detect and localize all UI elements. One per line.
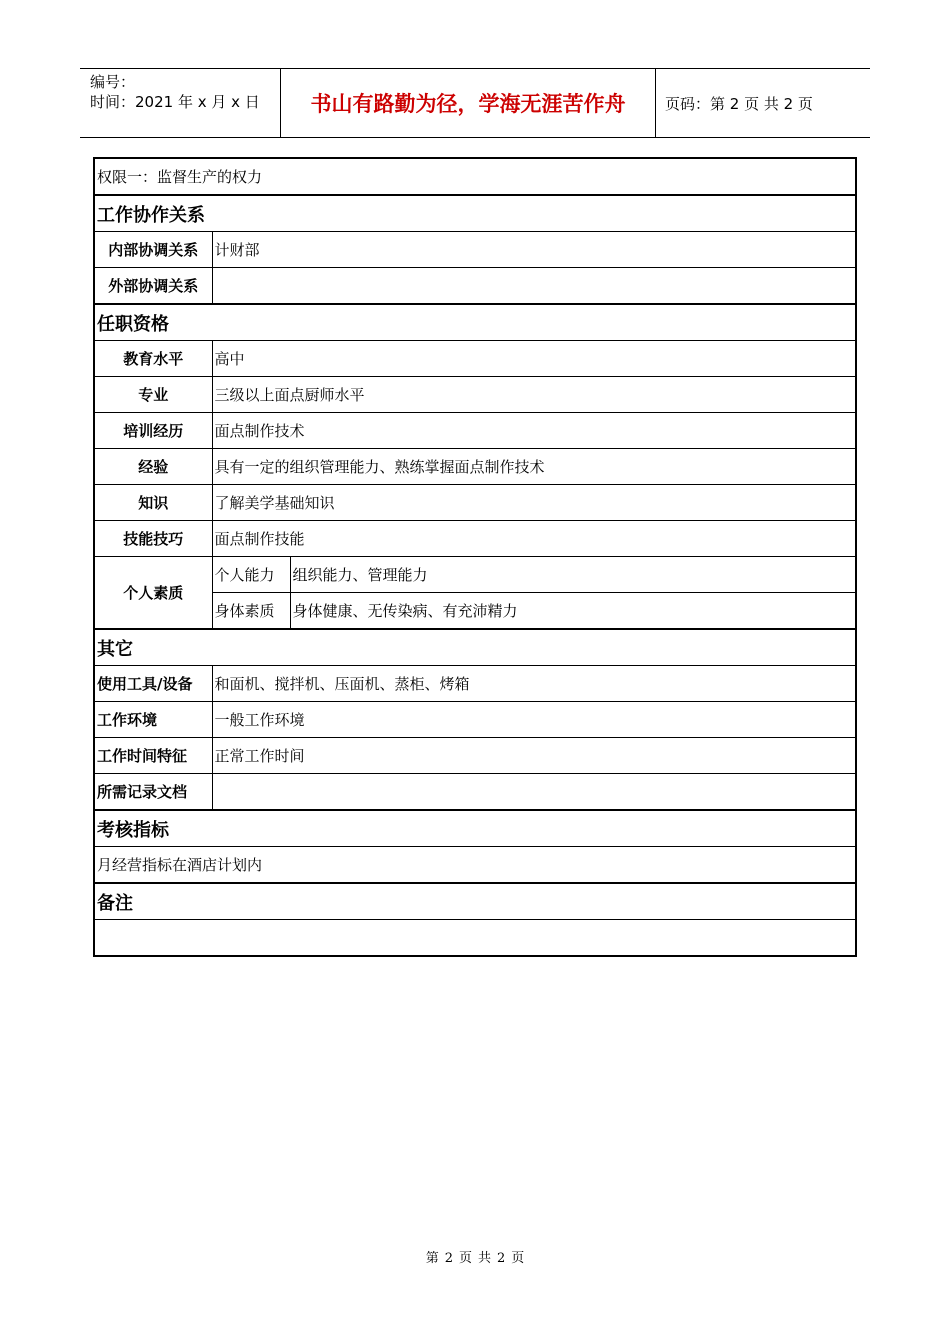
table-row xyxy=(94,268,856,305)
physical-quality-value: 身体健康、无传染病、有充沛精力 xyxy=(290,593,856,630)
skills-value: 面点制作技能 xyxy=(212,521,856,557)
page-footer xyxy=(0,1247,950,1266)
personal-ability-value: 组织能力、管理能力 xyxy=(290,557,856,593)
header-page-info: 页码：第 2 页 共 2 页 xyxy=(665,94,813,113)
knowledge-label: 知识 xyxy=(94,485,212,521)
physical-quality-label: 身体素质 xyxy=(212,593,290,630)
table-row xyxy=(94,377,856,413)
work-time-label: 工作时间特征 xyxy=(94,738,212,774)
experience-label: 经验 xyxy=(94,449,212,485)
external-coordination-label: 外部协调关系 xyxy=(94,268,212,305)
table-row xyxy=(94,341,856,377)
table-row xyxy=(94,557,856,593)
assessment-value: 月经营指标在酒店计划内 xyxy=(94,847,856,884)
skills-label: 技能技巧 xyxy=(94,521,212,557)
table-row xyxy=(94,920,856,957)
header-motto: 书山有路勤为径，学海无涯苦作舟 xyxy=(280,69,656,137)
tools-value: 和面机、搅拌机、压面机、蒸柜、烤箱 xyxy=(212,666,856,702)
internal-coordination-value: 计财部 xyxy=(212,232,856,268)
footer-ye: 页 xyxy=(458,1251,472,1266)
internal-coordination-label: 内部协调关系 xyxy=(94,232,212,268)
document-header xyxy=(80,68,870,138)
table-row xyxy=(94,232,856,268)
footer-ye-2: 页 xyxy=(511,1251,525,1266)
table-row xyxy=(94,774,856,811)
major-value: 三级以上面点厨师水平 xyxy=(212,377,856,413)
environment-label: 工作环境 xyxy=(94,702,212,738)
section-title-remarks: 备注 xyxy=(94,883,856,920)
records-value xyxy=(212,774,856,811)
header-meta xyxy=(80,69,280,137)
major-label: 专业 xyxy=(94,377,212,413)
section-row xyxy=(94,810,856,847)
knowledge-value: 了解美学基础知识 xyxy=(212,485,856,521)
section-title-assessment: 考核指标 xyxy=(94,810,856,847)
section-row xyxy=(94,195,856,232)
training-label: 培训经历 xyxy=(94,413,212,449)
personal-quality-label: 个人素质 xyxy=(94,557,212,630)
experience-value: 具有一定的组织管理能力、熟练掌握面点制作技术 xyxy=(212,449,856,485)
table-row xyxy=(94,666,856,702)
document-number-label: 编号： xyxy=(90,73,136,91)
remarks-value xyxy=(94,920,856,957)
table-row xyxy=(94,158,856,195)
table-row xyxy=(94,413,856,449)
table-row xyxy=(94,738,856,774)
education-value: 高中 xyxy=(212,341,856,377)
footer-page-number: 2 xyxy=(444,1251,453,1266)
records-label: 所需记录文档 xyxy=(94,774,212,811)
footer-gong: 共 xyxy=(478,1251,492,1266)
section-title-qualification: 任职资格 xyxy=(94,304,856,341)
training-value: 面点制作技术 xyxy=(212,413,856,449)
section-row xyxy=(94,304,856,341)
authority-text: 权限一：监督生产的权力 xyxy=(94,158,856,195)
section-row xyxy=(94,883,856,920)
footer-total-pages: 2 xyxy=(497,1251,506,1266)
table-row xyxy=(94,702,856,738)
table-row xyxy=(94,449,856,485)
education-label: 教育水平 xyxy=(94,341,212,377)
table-row xyxy=(94,485,856,521)
section-title-cooperation: 工作协作关系 xyxy=(94,195,856,232)
document-time-label: 时间：2021 年 x 月 x 日 xyxy=(90,93,260,111)
section-title-other: 其它 xyxy=(94,629,856,666)
section-row xyxy=(94,629,856,666)
job-description-table xyxy=(93,157,857,957)
external-coordination-value xyxy=(212,268,856,305)
table-row xyxy=(94,847,856,884)
work-time-value: 正常工作时间 xyxy=(212,738,856,774)
footer-di: 第 xyxy=(425,1251,439,1266)
tools-label: 使用工具/设备 xyxy=(94,666,212,702)
table-row xyxy=(94,521,856,557)
personal-ability-label: 个人能力 xyxy=(212,557,290,593)
environment-value: 一般工作环境 xyxy=(212,702,856,738)
